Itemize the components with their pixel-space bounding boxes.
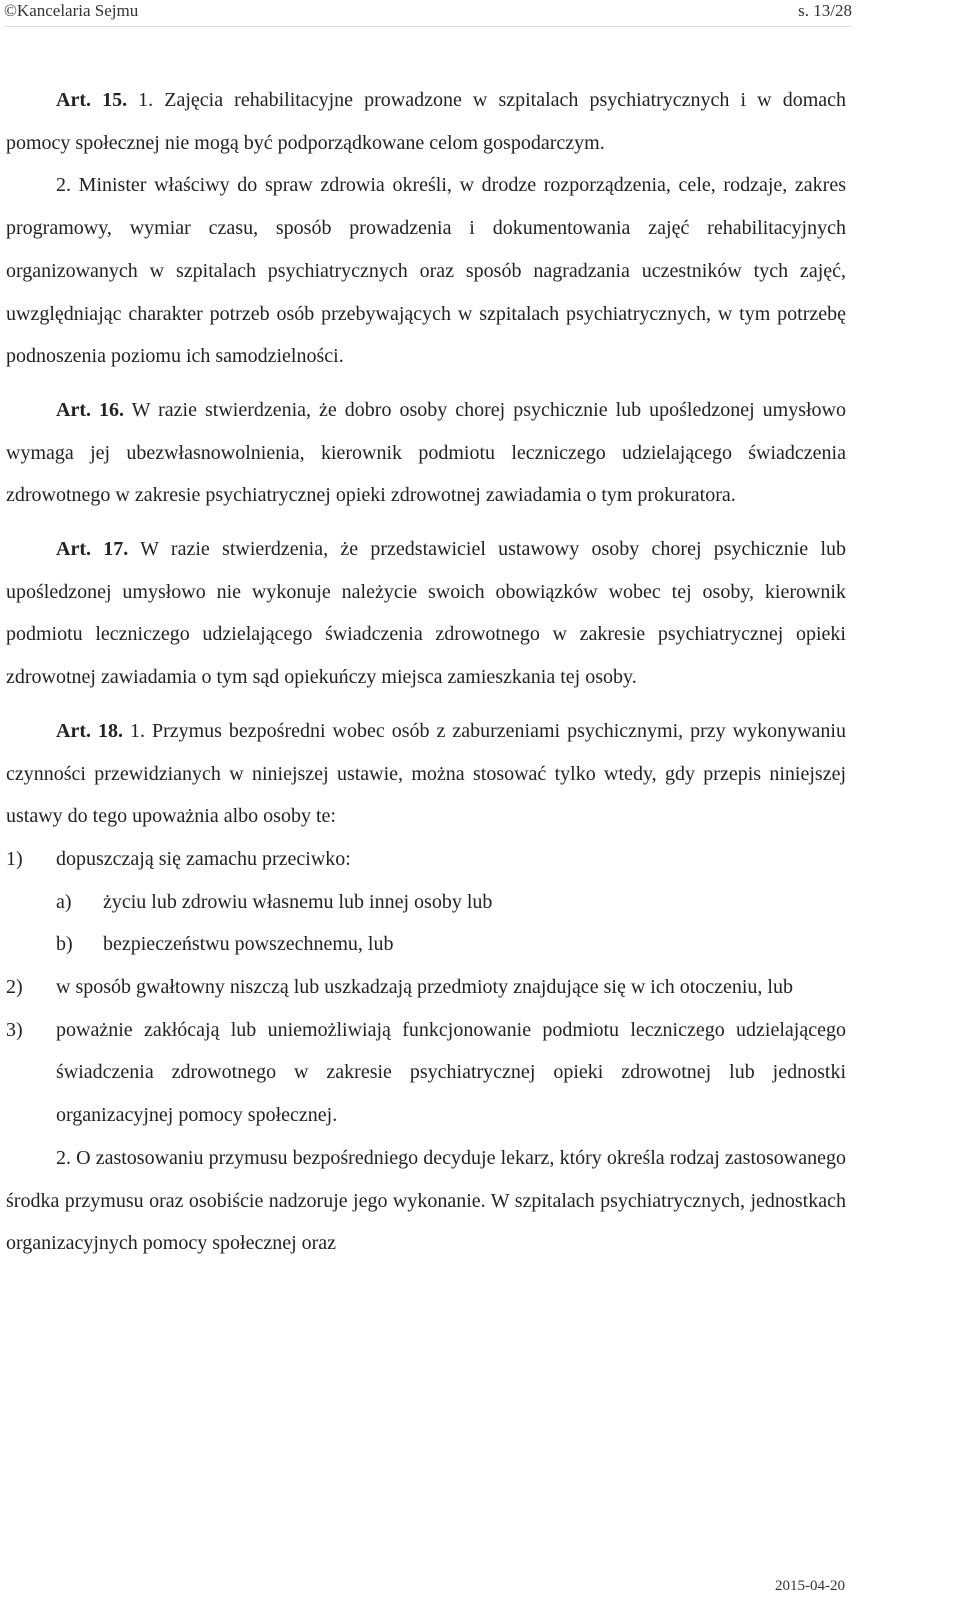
art15-paragraph-2: 2. Minister właściwy do spraw zdrowia określi, w drodze rozporządzenia, cele, rodzaje, zakres programowy, wymiar czasu, sposób prowadzenia i dokumentowania zajęć rehabilitacyjnych organizowanych w szpitalach psychiatrycznych oraz sposób nagradzania uczestników tych zajęć, uwzględniając charakter potrzeb osób przebywających w szpitalach psychiatrycznych, w tym potrzebę podnoszenia poziomu ich samodzielności. (6, 174, 846, 368)
list-marker: b) (56, 933, 73, 956)
art15-number: Art. 15. (56, 89, 128, 111)
list-item (6, 1009, 846, 1137)
art17-text: W razie stwierdzenia, że przedstawiciel ustawowy osoby chorej psychicznie lub upośledzonej umysłowo nie wykonuje należycie swoich obowiązków wobec tej osoby, kierownik podmiotu leczniczego udzielającego świadczenia zdrowotnego w zakresie psychiatrycznej opieki zdrowotnej zawiadamia o tym sąd opiekuńczy miejsca zamieszkania tej osoby. (6, 538, 847, 689)
header-copyright: ©Kancelaria Sejmu (4, 1, 139, 20)
art18-paragraph-2: 2. O zastosowaniu przymusu bezpośredniego decyduje lekarz, który określa rodzaj zastosowanego środka przymusu oraz osobiście nadzoruje jego wykonanie. W szpitalach psychiatrycznych, jednostkach organizacyjnych pomocy społecznej oraz (6, 1146, 846, 1255)
list-item-text: w sposób gwałtowny niszczą lub uszkadzają przedmioty znajdujące się w ich otoczeniu, lub (56, 976, 793, 999)
list-marker: 1) (6, 847, 23, 870)
art15-paragraph-1 (6, 79, 846, 164)
list-item (6, 923, 846, 966)
art17-paragraph (6, 528, 846, 699)
art18-text-1: 1. Przymus bezpośredni wobec osób z zaburzeniami psychicznymi, przy wykonywaniu czynności przewidzianych w niniejszej ustawie, można stosować tylko wtedy, gdy przepis niniejszej ustawy do tego upoważnia albo osoby te: (6, 719, 846, 828)
page-header (4, 0, 852, 27)
art16-text: W razie stwierdzenia, że dobro osoby chorej psychicznie lub upośledzonej umysłowo wymaga jej ubezwłasnowolnienia, kierownik podmiotu leczniczego udzielającego świadczenia zdrowotnego w zakresie psychiatrycznej opieki zdrowotnej zawiadamia o tym prokuratora. (6, 398, 847, 507)
list-item (6, 881, 846, 924)
list-item (6, 966, 846, 1009)
art18-number: Art. 18. (56, 719, 123, 742)
header-page-number: s. 13/28 (798, 1, 852, 20)
list-marker: 3) (6, 1018, 23, 1041)
art18-paragraph-1 (6, 710, 846, 838)
list-item-text: bezpieczeństwu powszechnemu, lub (103, 933, 394, 956)
list-item-text: dopuszczają się zamachu przeciwko: (56, 847, 351, 870)
list-item-text: życiu lub zdrowiu własnemu lub innej osoby lub (103, 890, 493, 913)
art15-text-1: 1. Zajęcia rehabilitacyjne prowadzone w szpitalach psychiatrycznych i w domach pomocy społecznej nie mogą być podporządkowane celom gospodarczym. (6, 89, 847, 154)
list-item (6, 838, 846, 881)
art16-number: Art. 16. (56, 398, 124, 421)
art16-paragraph (6, 389, 846, 517)
list-marker: 2) (6, 976, 23, 999)
list-marker: a) (56, 890, 72, 913)
document-body (6, 79, 846, 1265)
page-footer-date: 2015-04-20 (775, 1578, 845, 1594)
list-item-text: poważnie zakłócają lub uniemożliwiają funkcjonowanie podmiotu leczniczego udzielającego świadczenia zdrowotnego w zakresie psychiatrycznej opieki zdrowotnej lub jednostki organizacyjnej pomocy społecznej. (56, 1018, 846, 1127)
art17-number: Art. 17. (56, 538, 129, 561)
